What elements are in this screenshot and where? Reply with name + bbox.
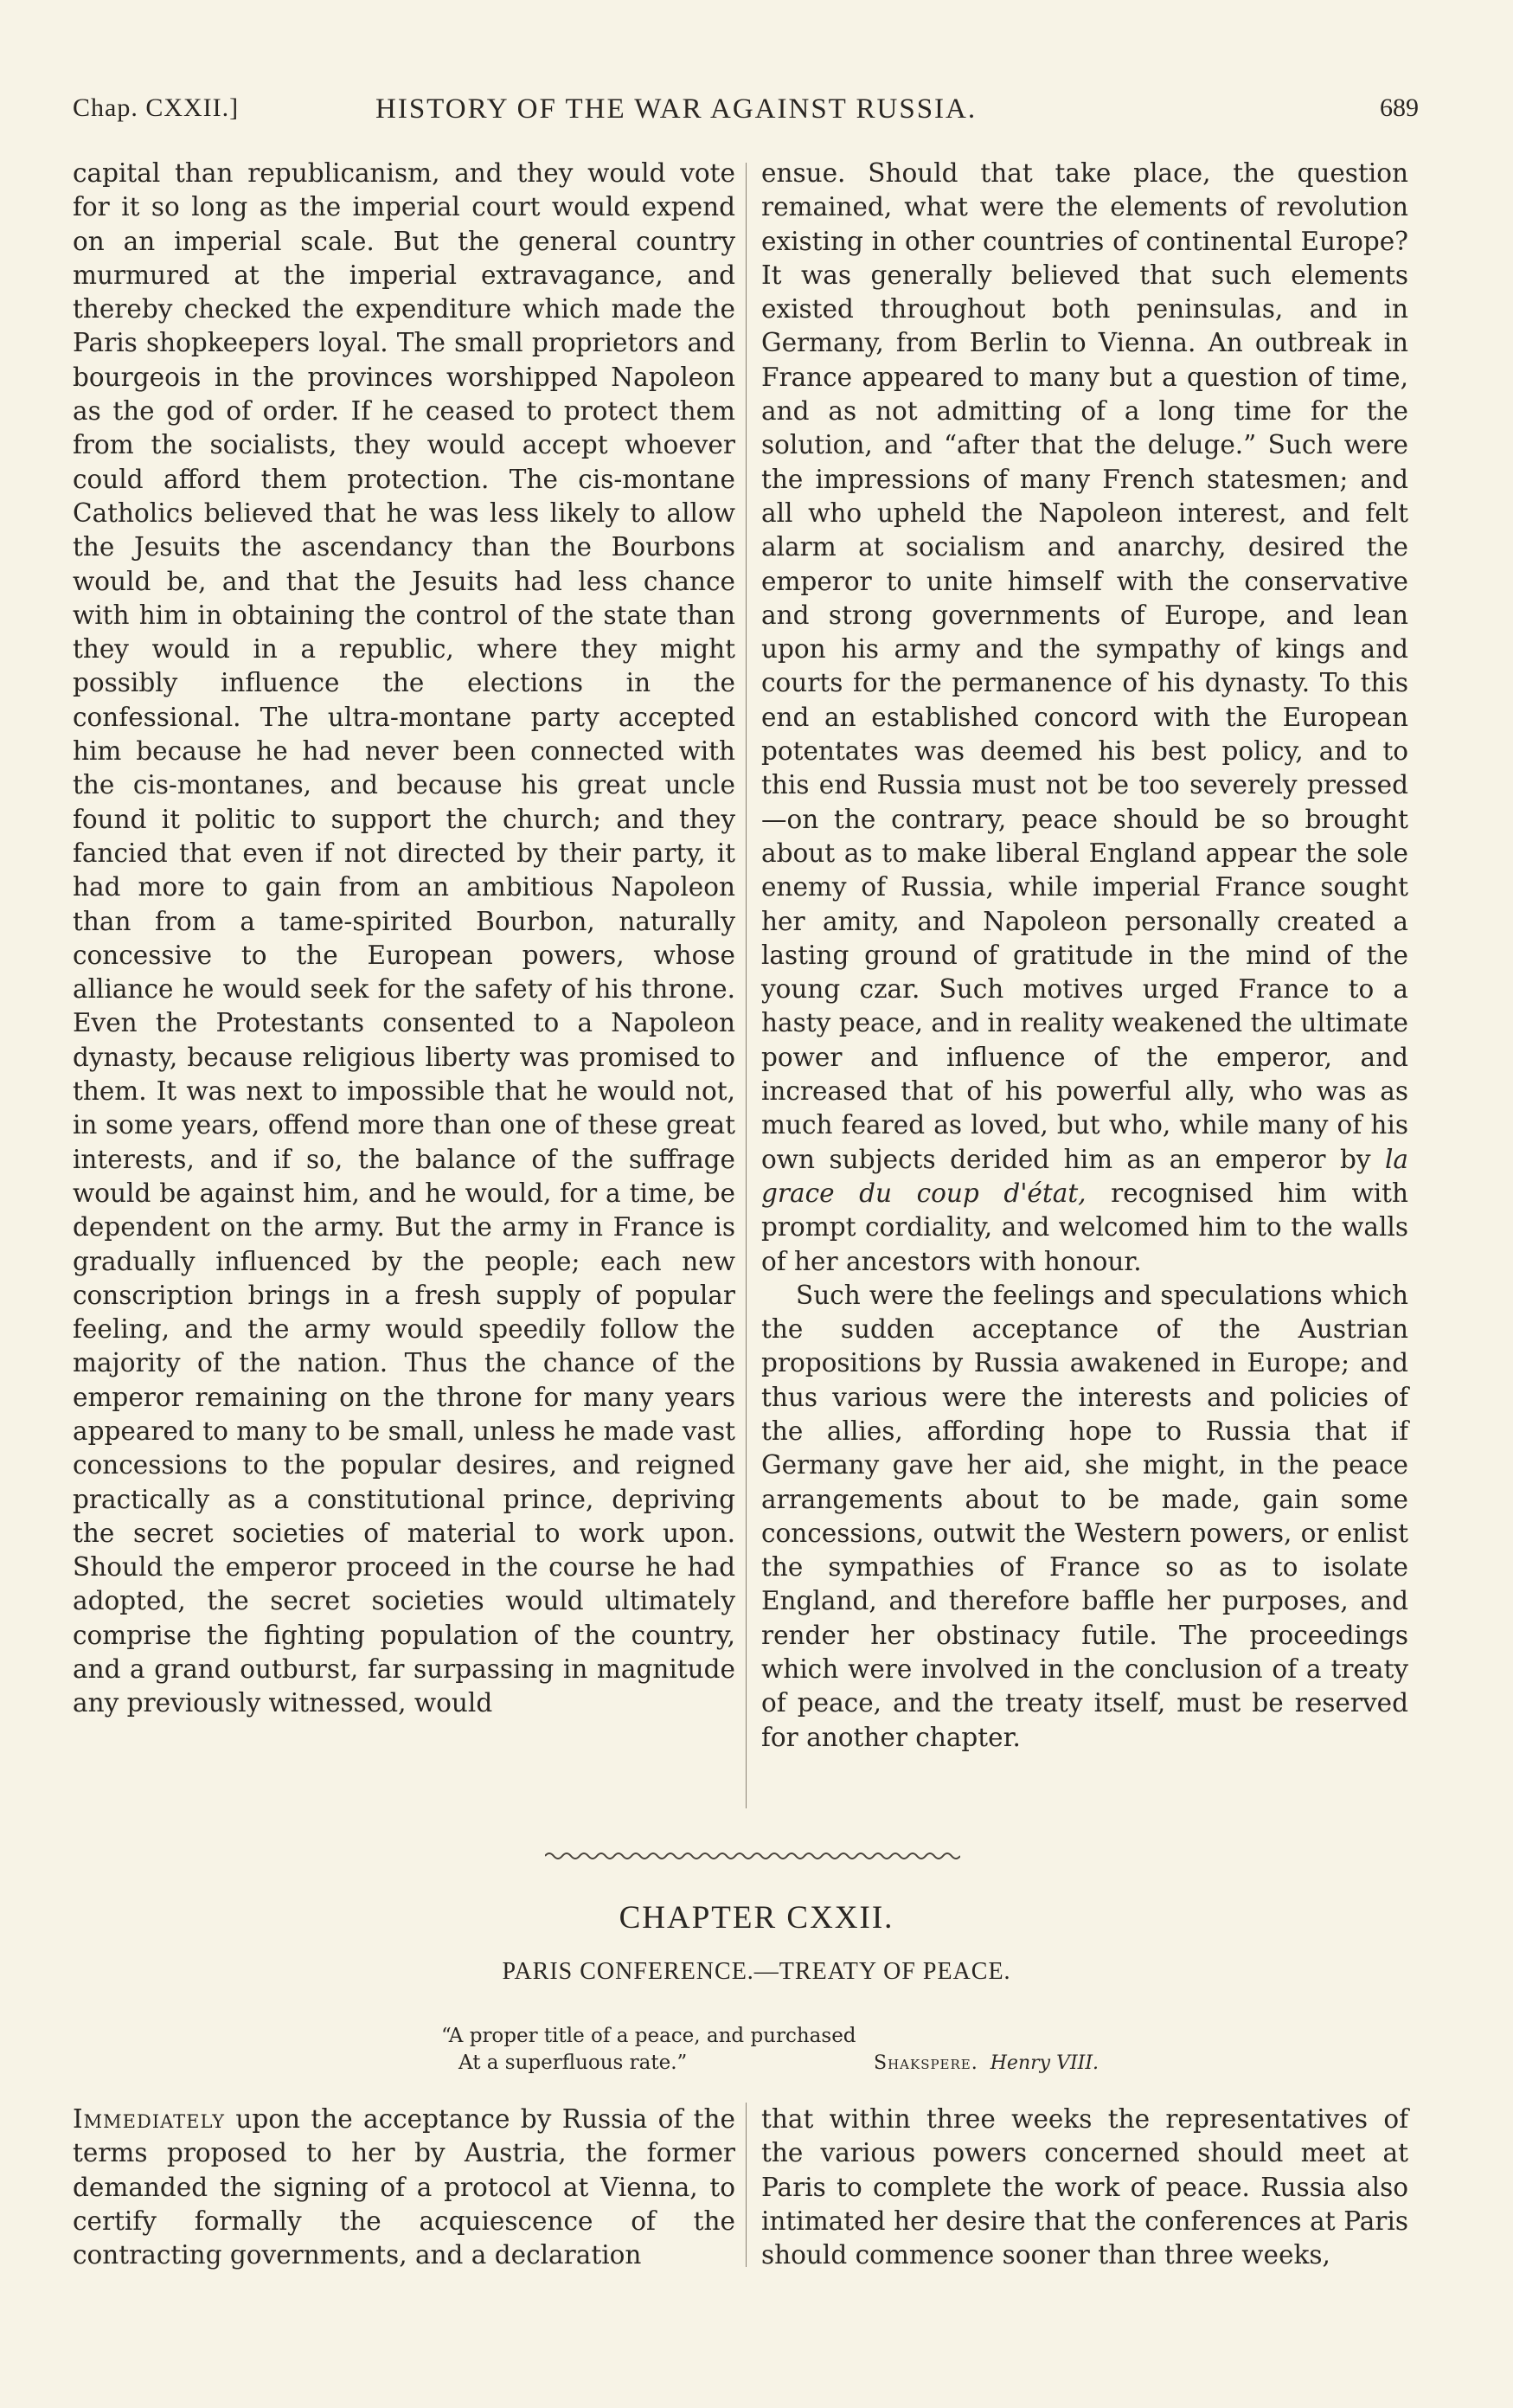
left-column-bottom xyxy=(73,2103,735,2272)
paragraph xyxy=(761,157,1408,1279)
paragraph xyxy=(73,2103,735,2272)
epigraph xyxy=(441,2023,1220,2077)
epigraph-author: Shakspere. xyxy=(874,2052,978,2074)
column-divider xyxy=(746,163,747,1808)
paragraph: capital than republicanism, and they would vote for it so long as the imperial court would expend on an imperial scale. But the general country murmured at the imperial extravagance, and thereby checked the expenditure which made the Paris shopkeepers loyal. The small proprietors and bourgeois in the provinces worshipped Napoleon as the god of order. If he ceased to protect them from the socialists, they would accept whoever could afford them protection. The cis-montane Catholics believed that he was less likely to allow the Jesuits the ascendancy than the Bourbons would be, and that the Jesuits had less chance with him in obtaining the control of the state than they would in a republic, where they might possibly influence the elections in the confessional. The ultra-montane party accepted him because he had never been connected with the cis-montanes, and because his great uncle found it politic to support the church; and they fancied that even if not directed by their party, it had more to gain from an ambitious Napoleon than from a tame-spirited Bourbon, naturally concessive to the European powers, whose alliance he would seek for the safety of his throne. Even the Protestants consented to a Napoleon dynasty, because religious liberty was promised to them. It was next to impossible that he would not, in some years, offend more than one of these great interests, and if so, the balance of the suffrage would be against him, and he would, for a time, be dependent on the army. But the army in France is gradually influenced by the people; each new conscription brings in a fresh supply of popular feeling, and the army would speedily follow the majority of the nation. Thus the chance of the emperor remaining on the throne for many years appeared to many to be small, unless he made vast concessions to the popular desires, and reigned practically as a constitutional prince, depriving the secret societies of material to work upon. Should the emperor proceed in the course he had adopted, the secret societies would ultimately comprise the fighting population of the country, and a grand outburst, far surpassing in magnitude any previously witnessed, would xyxy=(73,158,735,1718)
chapter-subtitle: PARIS CONFERENCE.—TREATY OF PEACE. xyxy=(502,1958,1011,1985)
wavy-rule-ornament xyxy=(545,1849,960,1863)
text-run: upon the acceptance by Russia of the terms proposed to her by Austria, the former demanded the signing of a protocol at Vienna, to certify formally the acquiescence of the contracting governments, and a declaration xyxy=(73,2104,735,2270)
italic-phrase: la grace du coup d'état, xyxy=(761,1144,1408,1208)
text-run: recognised him with prompt cordiality, and welcomed him to the walls of her ancestors with honour. xyxy=(761,1178,1408,1276)
left-column-top xyxy=(73,157,735,1721)
opening-word: Immediately xyxy=(73,2104,225,2134)
chapter-title: CHAPTER CXXII. xyxy=(619,1900,894,1936)
page-header xyxy=(73,87,1419,138)
right-column-top xyxy=(761,157,1408,1755)
chapter-reference: Chap. CXXII.] xyxy=(73,93,240,122)
right-column-bottom xyxy=(761,2103,1408,2272)
running-title: HISTORY OF THE WAR AGAINST RUSSIA. xyxy=(375,93,978,125)
epigraph-line-2-text: At a superfluous rate.” xyxy=(458,2052,688,2074)
paragraph: that within three weeks the representatives of the various powers concerned should meet at Paris to complete the work of peace. Russia also intimated her desire that the conferences at Paris should commence sooner than three weeks, xyxy=(761,2104,1408,2270)
epigraph-attribution xyxy=(874,2050,1099,2077)
page-number: 689 xyxy=(1380,93,1419,122)
text-run: ensue. Should that take place, the question remained, what were the elements of revolution existing in other countries of continental Europe? It was generally believed that such elements existed throughout both peninsulas, and in Germany, from Berlin to Vienna. An outbreak in France appeared to many but a question of time, and as not admitting of a long time for the solution, and “after that the deluge.” Such were the impressions of many French statesmen; and all who upheld the Napoleon interest, and felt alarm at socialism and anarchy, desired the emperor to unite himself with the conservative and strong governments of Europe, and lean upon his army and the sympathy of kings and courts for the permanence of his dynasty. To this end an established concord with the European potentates was deemed his best policy, and to this end Russia must not be too severely pressed—on the contrary, peace should be so brought about as to make liberal England appear the sole enemy of Russia, while imperial France sought her amity, and Napoleon personally created a lasting ground of gratitude in the mind of the young czar. Such motives urged France to a hasty peace, and in reality weakened the ultimate power and influence of the emperor, and increased that of his powerful ally, who was as much feared as loved, but who, while many of his own subjects derided him as an emperor by xyxy=(761,158,1408,1174)
epigraph-line-1: “A proper title of a peace, and purchased xyxy=(441,2025,856,2047)
column-divider-bottom xyxy=(746,2103,747,2267)
epigraph-work: Henry VIII. xyxy=(990,2052,1099,2074)
epigraph-line-2 xyxy=(441,2050,1220,2077)
paragraph: Such were the feelings and speculations which the sudden acceptance of the Austrian propositions by Russia awakened in Europe; and thus various were the interests and policies of the allies, affording hope to Russia that if Germany gave her aid, she might, in the peace arrangements about to be made, gain some concessions, outwit the Western powers, or enlist the sympathies of France so as to isolate England, and therefore baffle her purposes, and render her obstinacy futile. The proceedings which were involved in the conclusion of a treaty of peace, and the treaty itself, must be reserved for another chapter. xyxy=(761,1280,1408,1752)
